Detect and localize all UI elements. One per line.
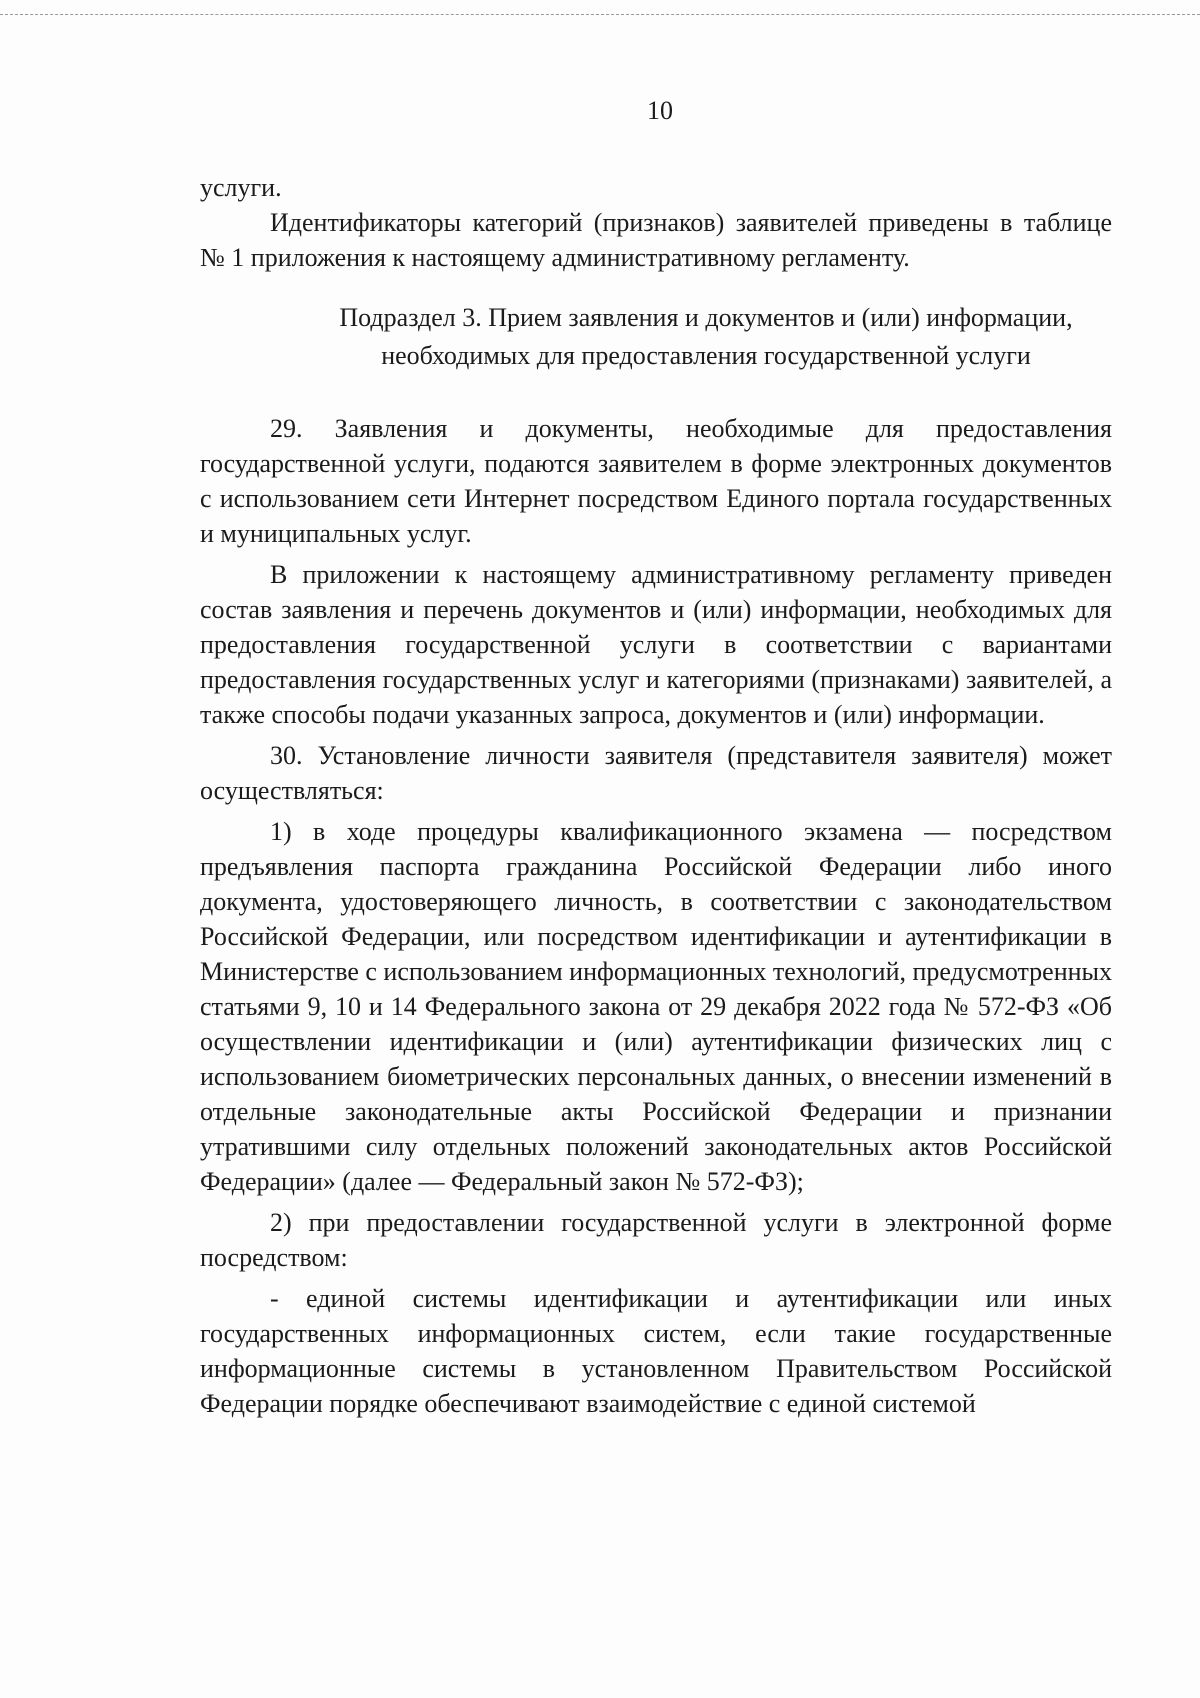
document-body bbox=[200, 170, 1112, 1421]
paragraph-29: 29. Заявления и документы, необходимые для предоставления государственной услуги, подаются заявителем в форме электронных документов с использованием сети Интернет посредством Единого портала государственных и муниципальных услуг. bbox=[200, 414, 1112, 548]
paragraph-continuation: услуги. bbox=[200, 173, 282, 202]
section-heading-line-1: Подраздел 3. Прием заявления и документов и (или) информации, bbox=[339, 303, 1073, 332]
paragraph-identifiers: Идентификаторы категорий (признаков) заявителей приведены в таблице № 1 приложения к настоящему административному регламенту. bbox=[200, 208, 1112, 272]
section-heading bbox=[200, 299, 1112, 375]
paragraph-30: 30. Установление личности заявителя (представителя заявителя) может осуществляться: bbox=[200, 741, 1112, 805]
paragraph-appendix: В приложении к настоящему административному регламенту приведен состав заявления и перечень документов и (или) информации, необходимых для предоставления государственной услуги в соответствии с вариантами предоставления государственных услуг и категориями (признаками) заявителей, а также способы подачи указанных запроса, документов и (или) информации. bbox=[200, 560, 1112, 729]
paragraph-30-item-1: 1) в ходе процедуры квалификационного экзамена — посредством предъявления паспорта гражданина Российской Федерации либо иного документа, удостоверяющего личность, в соответствии с законодательством Российской Федерации, или посредством идентификации и аутентификации в Министерстве с использованием информационных технологий, предусмотренных статьями 9, 10 и 14 Федерального закона от 29 декабря 2022 года № 572-ФЗ «Об осуществлении идентификации и (или) аутентификации физических лиц с использованием биометрических персональных данных, о внесении изменений в отдельные законодательные акты Российской Федерации и признании утратившими силу отдельных положений законодательных актов Российской Федерации» (далее — Федеральный закон № 572-ФЗ); bbox=[200, 817, 1113, 1196]
page-number: 10 bbox=[647, 96, 673, 125]
paragraph-30-item-2-bullet: - единой системы идентификации и аутентификации или иных государственных информационных систем, если такие государственные информационные системы в установленном Правительством Российской Федерации порядке обеспечивают взаимодействие с единой системой bbox=[200, 1284, 1112, 1418]
section-heading-line-2: необходимых для предоставления государственной услуги bbox=[381, 341, 1031, 370]
paragraph-30-item-2: 2) при предоставлении государственной услуги в электронной форме посредством: bbox=[200, 1208, 1112, 1272]
scan-edge-line bbox=[0, 14, 1200, 15]
